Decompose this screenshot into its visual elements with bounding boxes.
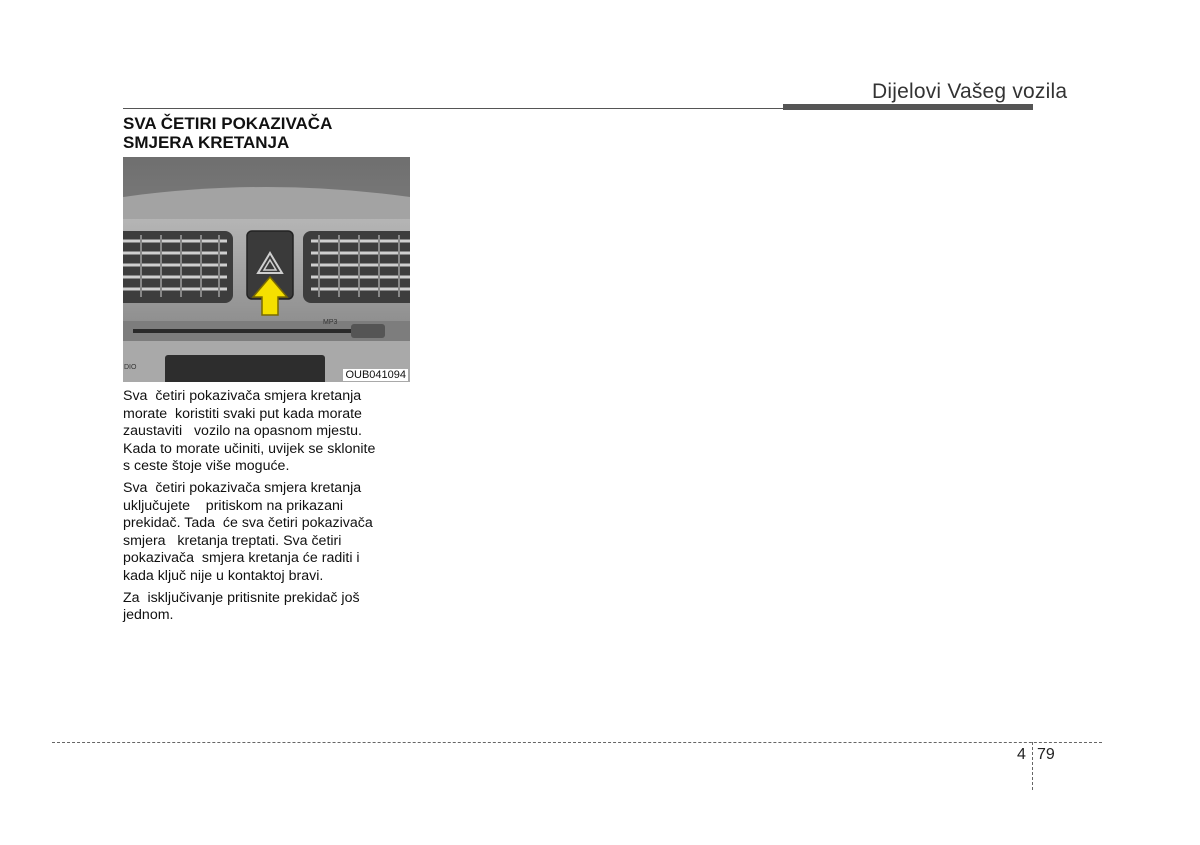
left-air-vent: [123, 231, 233, 303]
chapter-number: 4: [1017, 746, 1026, 763]
hazard-switch-photo: [123, 157, 410, 382]
page-heading: [123, 114, 423, 152]
right-air-vent: [303, 231, 410, 303]
body-text: [123, 388, 413, 629]
radio-display: [165, 355, 325, 382]
page-number: 79: [1037, 746, 1055, 763]
heading-line-1: SVA ČETIRI POKAZIVAČA: [123, 114, 333, 133]
paragraph: Za isključivanje pritisnite prekidač još jednom.: [123, 589, 360, 624]
dashboard-illustration: [123, 157, 410, 382]
heading-line-2: SMJERA KRETANJA: [123, 133, 290, 152]
footer-rule: [52, 742, 1102, 743]
paragraph: Sva četiri pokazivača smjera kretanja morate koristiti svaki put kada morate zaustaviti vozilo na opasnom mjestu. Kada to morate učiniti, uvijek se sklonite s ceste štoje više moguće.: [123, 388, 376, 475]
cd-slot: [133, 329, 353, 333]
mp3-label: MP3: [323, 319, 338, 326]
section-title: Dijelovi Vašeg vozila: [872, 80, 1068, 103]
audio-label: DIO: [124, 364, 137, 371]
header-bar: [783, 104, 1033, 110]
paragraph: Sva četiri pokazivača smjera kretanja uključujete pritiskom na prikazani prekidač. Tada će sva četiri pokazivača smjera kretanja treptati. Sva četiri pokazivača smjera kretanja će raditi i kada ključ nije u kontaktoj bravi.: [123, 479, 373, 584]
footer-divider: [1032, 742, 1033, 790]
figure-code: OUB041094: [345, 369, 406, 381]
header-rule: [123, 108, 783, 109]
eject-button: [351, 324, 385, 338]
